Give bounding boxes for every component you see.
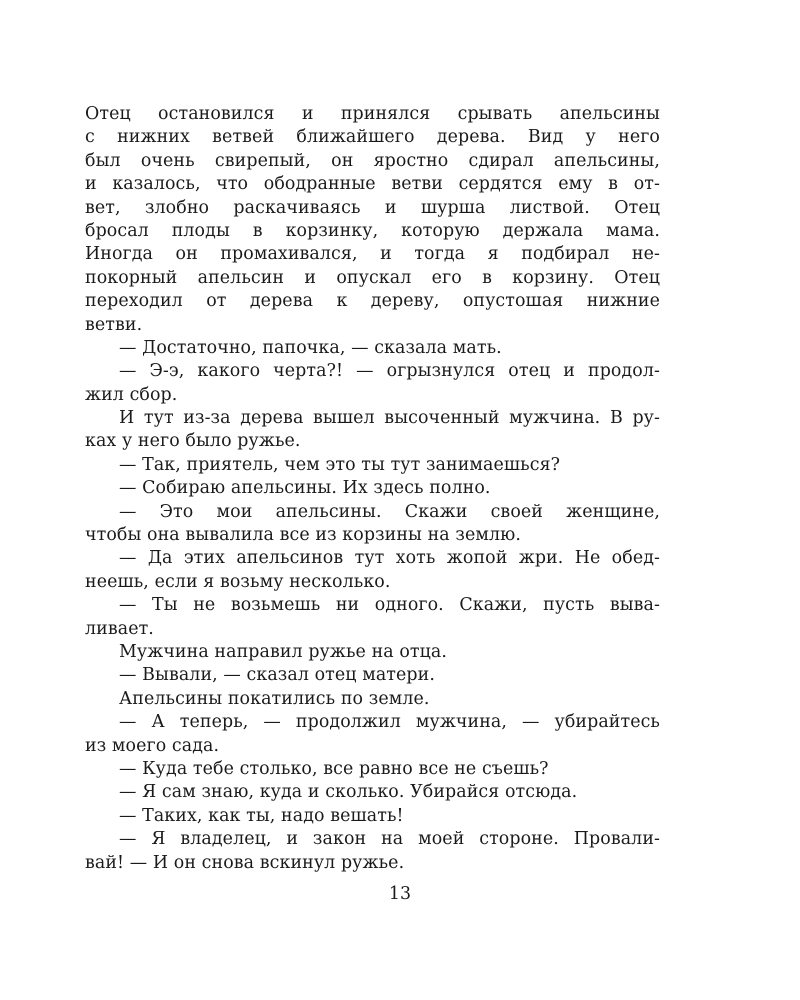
text-line: — Это мои апельсины. Скажи своей женщине, bbox=[119, 501, 660, 522]
text-line: вай! — И он снова вскинул ружье. bbox=[85, 852, 405, 873]
text-line: ках у него было ружье. bbox=[85, 431, 301, 452]
text-line: жил сбор. bbox=[85, 384, 178, 405]
text-line: — Так, приятель, чем это ты тут занимаешься? bbox=[119, 454, 561, 475]
text-line: с нижних ветвей ближайшего дерева. Вид у него bbox=[85, 127, 660, 148]
text-line: — Таких, как ты, надо вешать! bbox=[119, 805, 404, 826]
text-line: Отец остановился и принялся срывать апельсины bbox=[85, 104, 660, 124]
text-line: чтобы она вывалила все из корзины на землю. bbox=[85, 525, 522, 546]
text-line: бросал плоды в корзинку, которую держала мама. bbox=[85, 220, 660, 241]
text-line: И тут из-за дерева вышел высоченный мужчина. В ру- bbox=[119, 408, 660, 429]
text-line: неешь, если я возьму несколько. bbox=[85, 571, 391, 592]
text-line: был очень свирепый, он яростно сдирал апельсины, bbox=[85, 150, 660, 171]
text-line: вет, злобно раскачиваясь и шурша листвой. Отец bbox=[85, 197, 660, 218]
text-line: Мужчина направил ружье на отца. bbox=[119, 641, 448, 662]
body-text bbox=[85, 103, 660, 875]
text-line: переходил от дерева к дереву, опустошая нижние bbox=[85, 291, 660, 312]
text-line: Иногда он промахивался, и тогда я подбирал не- bbox=[85, 244, 660, 265]
text-line: — Куда тебе столько, все равно все не съешь? bbox=[119, 758, 549, 779]
text-line: — Ты не возьмешь ни одного. Скажи, пусть выва- bbox=[119, 595, 660, 616]
text-line: — Э-э, какого черта?! — огрызнулся отец и продол- bbox=[119, 361, 660, 382]
text-line: — Вывали, — сказал отец матери. bbox=[119, 665, 435, 686]
text-line: — Я сам знаю, куда и сколько. Убирайся отсюда. bbox=[119, 782, 578, 803]
text-line: — А теперь, — продолжил мужчина, — убирайтесь bbox=[119, 712, 660, 733]
text-line: ветви. bbox=[85, 314, 143, 335]
text-line: ливает. bbox=[85, 618, 154, 639]
text-line: — Да этих апельсинов тут хоть жопой жри. Не обед- bbox=[119, 548, 660, 569]
text-line: покорный апельсин и опускал его в корзину. Отец bbox=[85, 267, 660, 288]
text-line: — Достаточно, папочка, — сказала мать. bbox=[119, 337, 502, 358]
text-line: из моего сада. bbox=[85, 735, 220, 756]
text-line: — Собираю апельсины. Их здесь полно. bbox=[119, 478, 491, 499]
text-line: и казалось, что ободранные ветви сердятся ему в от- bbox=[85, 174, 660, 195]
text-line: Апельсины покатились по земле. bbox=[119, 688, 430, 709]
page-number: 13 bbox=[388, 884, 412, 904]
text-line: — Я владелец, и закон на моей стороне. Провали- bbox=[119, 829, 660, 850]
